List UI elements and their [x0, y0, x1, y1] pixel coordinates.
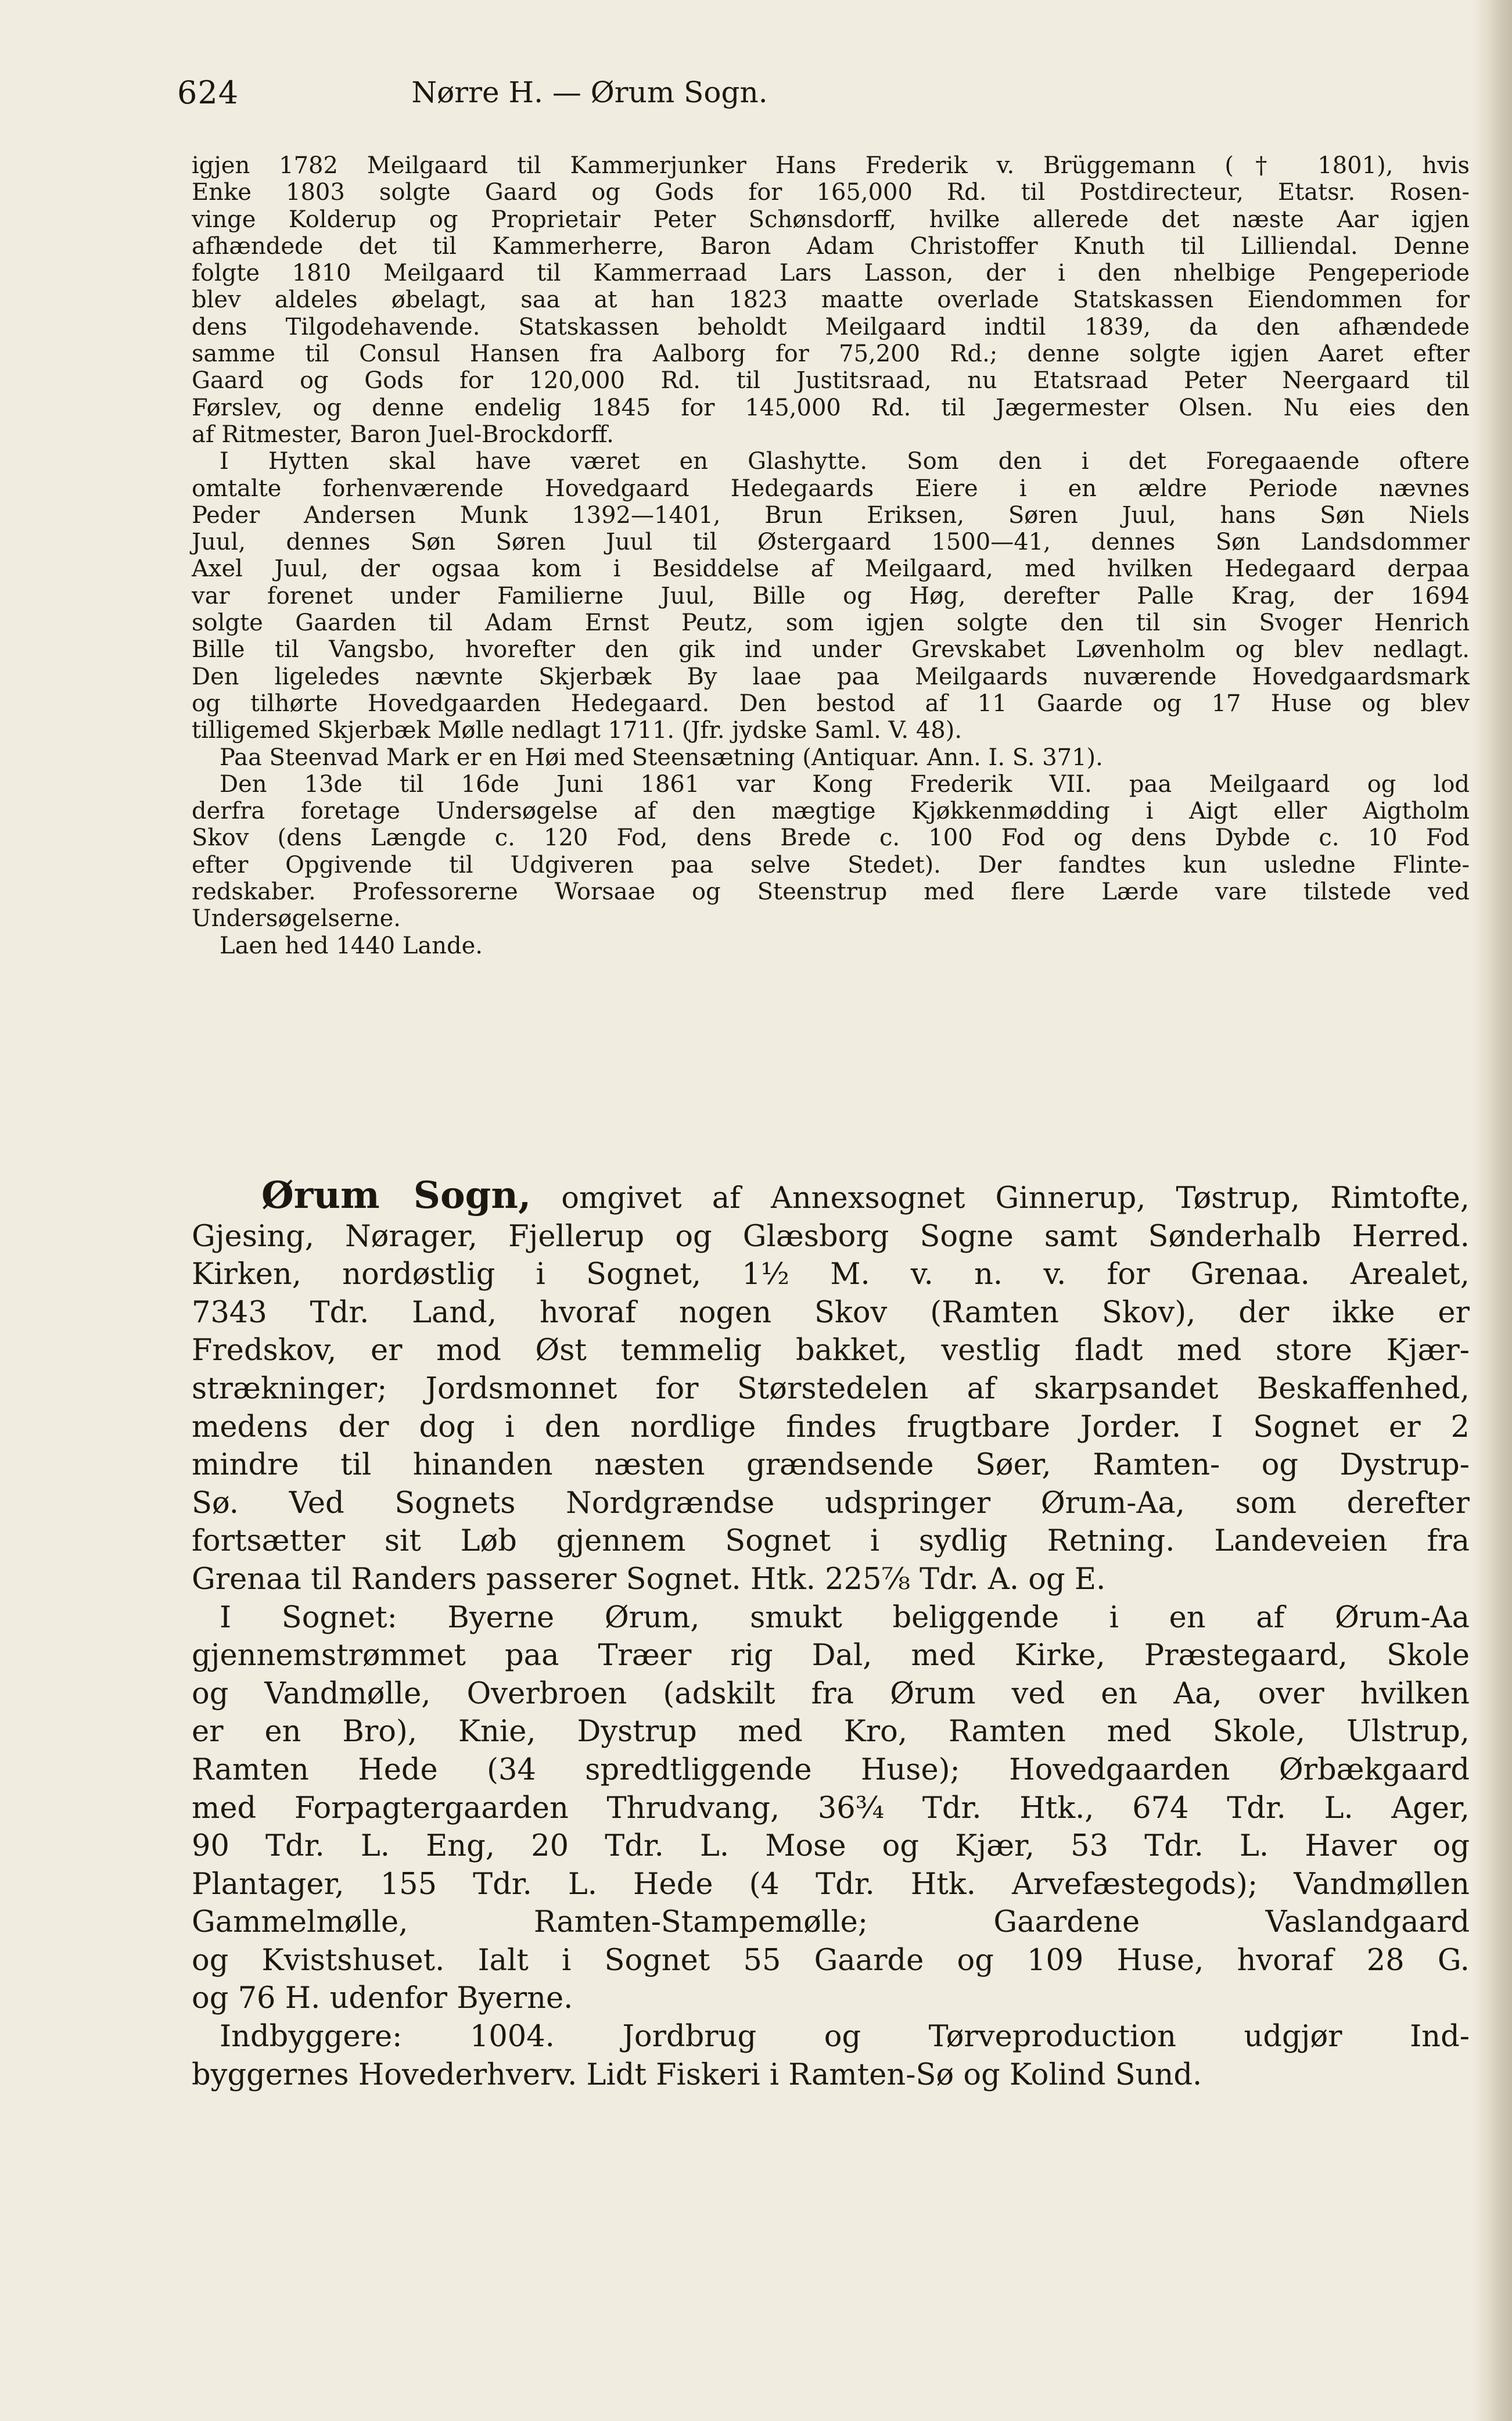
text-line: Gaard og Gods for 120,000 Rd. til Justitsraad, nu Etatsraad Peter Neergaard til [192, 367, 1470, 394]
text-line: solgte Gaarden til Adam Ernst Peutz, som igjen solgte den til sin Svoger Henrich [192, 609, 1470, 637]
text-line: og 76 H. udenfor Byerne. [192, 1981, 573, 2016]
text-line: Skov (dens Længde c. 120 Fod, dens Brede c. 100 Fod og dens Dybde c. 10 Fod [192, 824, 1470, 852]
text-line: Grenaa til Randers passerer Sognet. Htk. 225⅞ Tdr. A. og E. [192, 1562, 1106, 1597]
text-line: og tilhørte Hovedgaarden Hedegaard. Den bestod af 11 Gaarde og 17 Huse og blev [192, 690, 1470, 717]
meilgaard-text [192, 152, 1470, 959]
text-line: dens Tilgodehavende. Statskassen beholdt Meilgaard indtil 1839, da den afhændede [192, 313, 1470, 340]
text-line: derfra foretage Undersøgelse af den mægtige Kjøkkenmødding i Aigt eller Aigtholm [192, 798, 1470, 825]
text-line: efter Opgivende til Udgiveren paa selve Stedet). Der fandtes kun usledne Flinte- [192, 851, 1470, 878]
text-line: gjennemstrømmet paa Træer rig Dal, med Kirke, Præstegaard, Skole [192, 1638, 1470, 1673]
text-line: Fredskov, er mod Øst temmelig bakket, vestlig fladt med store Kjær- [192, 1333, 1470, 1368]
text-line: blev aldeles øbelagt, saa at han 1823 maatte overlade Statskassen Eiendommen for [192, 286, 1470, 314]
text-line: Førslev, og denne endelig 1845 for 145,000 Rd. til Jægermester Olsen. Nu eies den [192, 394, 1470, 421]
text-line: mindre til hinanden næsten grændsende Søer, Ramten- og Dystrup- [192, 1448, 1470, 1483]
text-line: Bille til Vangsbo, hvorefter den gik ind under Grevskabet Løvenholm og blev nedlagt. [192, 636, 1470, 663]
text-line: Undersøgelserne. [192, 905, 401, 932]
text-line: 7343 Tdr. Land, hvoraf nogen Skov (Ramten Skov), der ikke er [192, 1295, 1470, 1330]
text-line: fortsætter sit Løb gjennem Sognet i sydlig Retning. Landeveien fra [192, 1524, 1470, 1559]
text-line: er en Bro), Knie, Dystrup med Kro, Ramten med Skole, Ulstrup, [192, 1715, 1470, 1749]
text-line: var forenet under Familierne Juul, Bille og Høg, derefter Palle Krag, der 1694 [192, 582, 1470, 609]
text-line: Paa Steenvad Mark er en Høi med Steensætning (Antiquar. Ann. I. S. 371). [220, 744, 1103, 771]
text-line: Gammelmølle, Ramten-Stampemølle; Gaardene Vaslandgaard [192, 1905, 1470, 1940]
text-line: og Vandmølle, Overbroen (adskilt fra Ørum ved en Aa, over hvilken [192, 1676, 1470, 1711]
text-line [192, 1174, 1470, 1218]
text-line: af Ritmester, Baron Juel-Brockdorff. [192, 421, 614, 448]
text-line: tilligemed Skjerbæk Mølle nedlagt 1711. (Jfr. jydske Saml. V. 48). [192, 717, 962, 744]
running-head: Nørre H. — Ørum Sogn. [411, 76, 768, 109]
text-line: Sø. Ved Sognets Nordgrændse udspringer Ørum-Aa, som derefter [192, 1486, 1470, 1520]
text-line: Ramten Hede (34 spredtliggende Huse); Hovedgaarden Ørbækgaard [192, 1752, 1470, 1787]
text-line: Den 13de til 16de Juni 1861 var Kong Frederik VII. paa Meilgaard og lod [220, 770, 1470, 798]
text-line: med Forpagtergaarden Thrudvang, 36¾ Tdr. Htk., 674 Tdr. L. Ager, [192, 1791, 1470, 1825]
text-line: I Sognet: Byerne Ørum, smukt beliggende i en af Ørum-Aa [220, 1600, 1470, 1635]
orum-sogn-entry [192, 1174, 1470, 2094]
text-line: og Kvistshuset. Ialt i Sognet 55 Gaarde og 109 Huse, hvoraf 28 G. [192, 1943, 1470, 1978]
text-line: vinge Kolderup og Proprietair Peter Schønsdorff, hvilke allerede det næste Aar igjen [192, 206, 1470, 233]
text-line: omtalte forhenværende Hovedgaard Hedegaards Eiere i en ældre Periode nævnes [192, 475, 1470, 502]
text-line: Peder Andersen Munk 1392—1401, Brun Eriksen, Søren Juul, hans Søn Niels [192, 501, 1470, 529]
text-line: Juul, dennes Søn Søren Juul til Østergaard 1500—41, dennes Søn Landsdommer [192, 529, 1470, 556]
text-line: medens der dog i den nordlige findes frugtbare Jorder. I Sognet er 2 [192, 1409, 1470, 1444]
text-line: Plantager, 155 Tdr. L. Hede (4 Tdr. Htk. Arvefæstegods); Vandmøllen [192, 1867, 1470, 1902]
text-line: Laen hed 1440 Lande. [220, 932, 483, 959]
text-line: strækninger; Jordsmonnet for Størstedelen af skarpsandet Beskaffenhed, [192, 1371, 1470, 1406]
text-line: Axel Juul, der ogsaa kom i Besiddelse af Meilgaard, med hvilken Hedegaard derpaa [192, 555, 1470, 583]
page-header [177, 74, 1002, 115]
text-line: Den ligeledes nævnte Skjerbæk By laae paa Meilgaards nuværende Hovedgaardsmark [192, 663, 1470, 690]
text-line: byggernes Hovederhverv. Lidt Fiskeri i Ramten-Sø og Kolind Sund. [192, 2057, 1202, 2092]
text-line: Enke 1803 solgte Gaard og Gods for 165,000 Rd. til Postdirecteur, Etatsr. Rosen- [192, 179, 1470, 206]
text-line: Kirken, nordøstlig i Sognet, 1½ M. v. n. v. for Grenaa. Arealet, [192, 1257, 1470, 1292]
text-line: igjen 1782 Meilgaard til Kammerjunker Hans Frederik v. Brüggemann († 1801), hvis [192, 152, 1470, 179]
entry-headword: Ørum Sogn, [261, 1174, 531, 1217]
text-line: 90 Tdr. L. Eng, 20 Tdr. L. Mose og Kjær, 53 Tdr. L. Haver og [192, 1829, 1470, 1864]
text-run: omgivet af Annexsognet Ginnerup, Tøstrup, Rimtofte, [561, 1181, 1470, 1215]
text-line: Gjesing, Nørager, Fjellerup og Glæsborg Sogne samt Sønderhalb Herred. [192, 1219, 1470, 1254]
text-line: samme til Consul Hansen fra Aalborg for 75,200 Rd.; denne solgte igjen Aaret efter [192, 340, 1470, 368]
text-line: folgte 1810 Meilgaard til Kammerraad Lars Lasson, der i den nhelbige Pengeperiode [192, 260, 1470, 287]
page-number: 624 [177, 74, 239, 111]
text-line: Indbyggere: 1004. Jordbrug og Tørveproduction udgjør Ind- [220, 2020, 1470, 2054]
text-line: redskaber. Professorerne Worsaae og Steenstrup med flere Lærde vare tilstede ved [192, 878, 1470, 906]
text-line: I Hytten skal have været en Glashytte. Som den i det Foregaaende oftere [220, 448, 1470, 475]
page-edge-shadow [1471, 0, 1512, 2421]
text-line: afhændede det til Kammerherre, Baron Adam Christoffer Knuth til Lilliendal. Denne [192, 232, 1470, 260]
